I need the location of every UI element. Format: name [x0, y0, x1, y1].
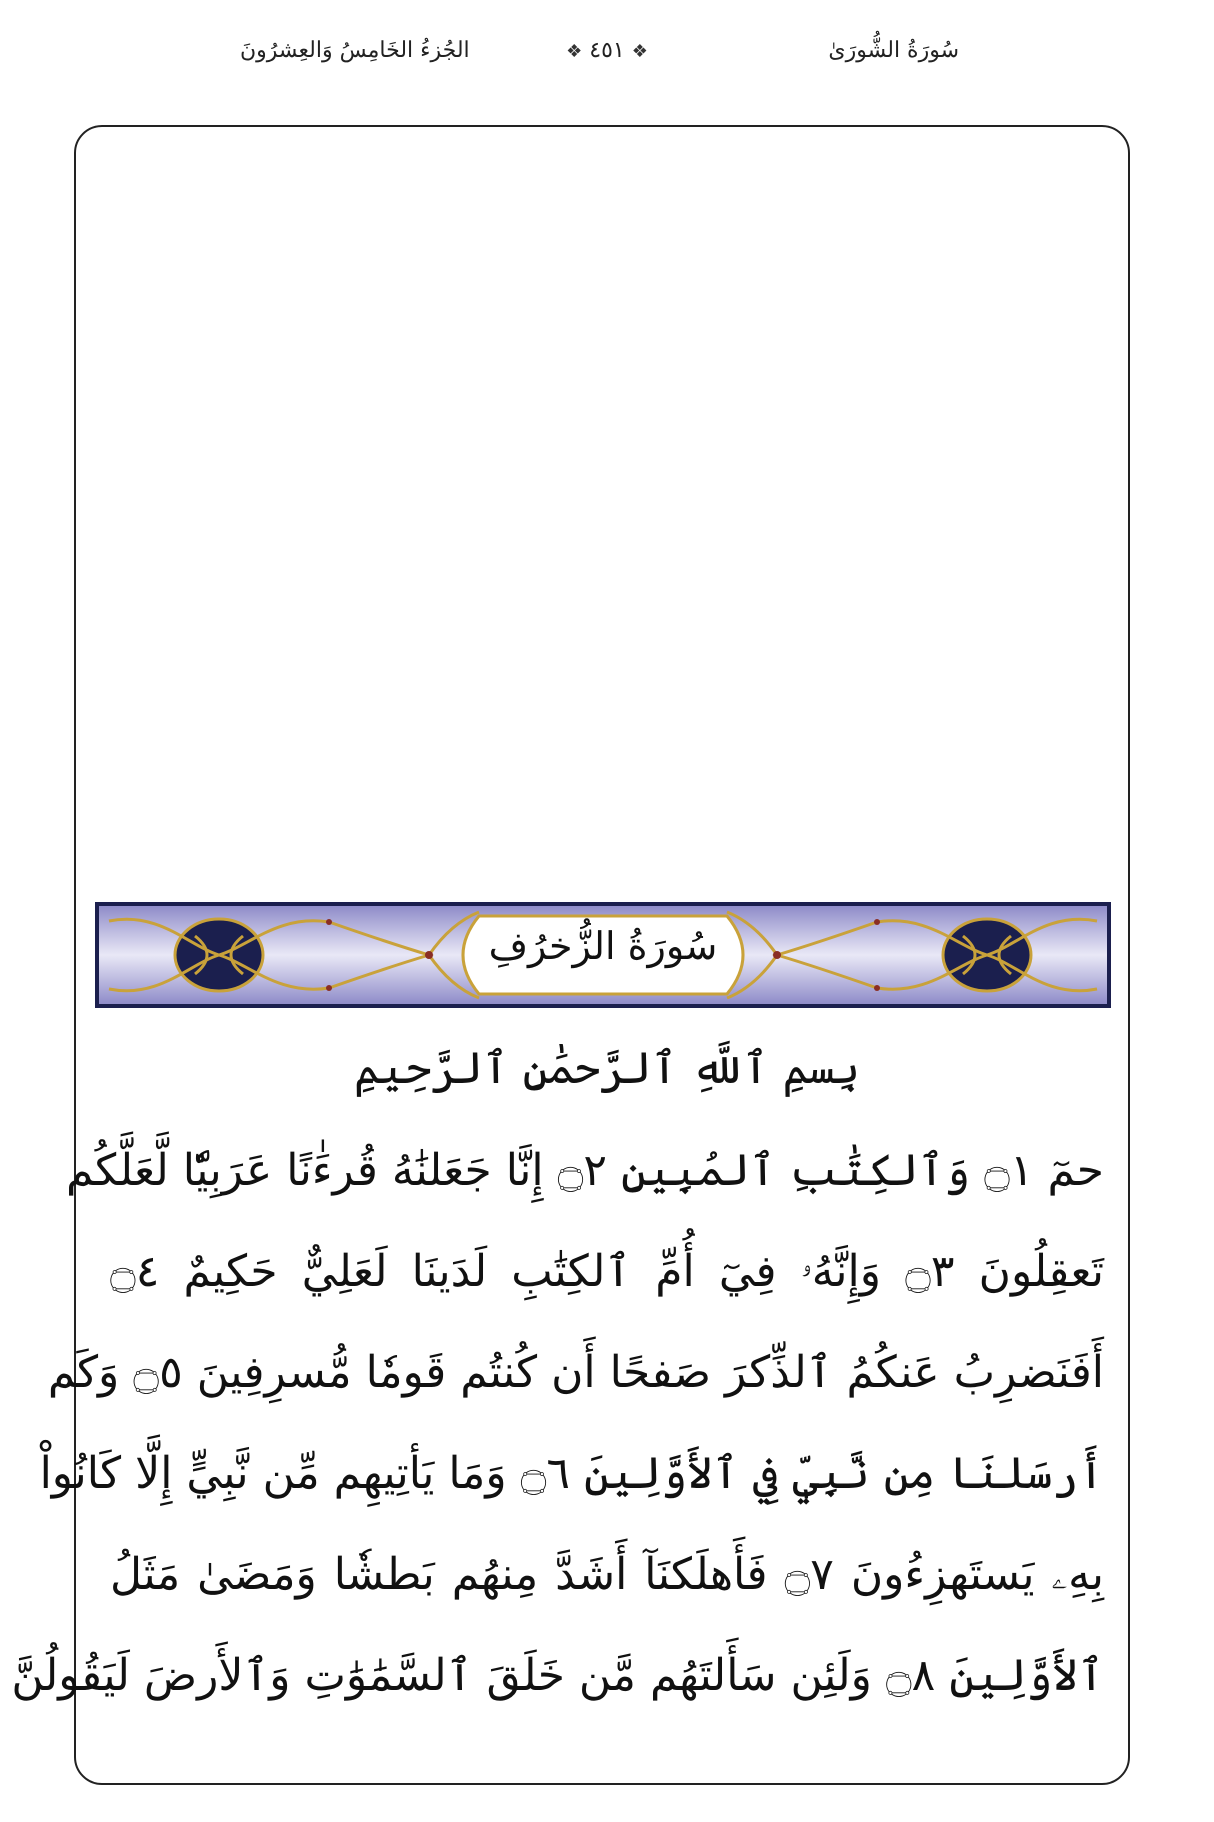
verses-block — [11, 1120, 1104, 1726]
page-number: ٤٥١ — [589, 38, 625, 63]
header-page-number-group — [0, 38, 1214, 88]
verse-line: أَفَنَضرِبُ عَنكُمُ ٱلذِّكرَ صَفحًا أَن كُنتُم قَومٗا مُّسرِفِينَ ۝٥ وَكَم — [47, 1347, 1104, 1398]
verse-line: ٱلأَوَّلِينَ ۝٨ وَلَئِن سَأَلتَهُم مَّن خَلَقَ ٱلسَّمَٰوَٰتِ وَٱلأَرضَ لَيَقُولُنَّ — [11, 1650, 1104, 1701]
surah-banner-inner — [99, 906, 1107, 1004]
verse-line: أَرسَلنَا مِن نَّبِيّٖ فِي ٱلأَوَّلِينَ ۝٦ وَمَا يَأتِيهِم مِّن نَّبِيٍّ إِلَّا كَانُواْ — [39, 1448, 1104, 1499]
basmala: بِسمِ ٱللَّهِ ٱلرَّحمَٰنِ ٱلرَّحِيمِ — [353, 1043, 861, 1094]
surah-banner — [95, 902, 1111, 1008]
verse-line: حمٓ ۝١ وَٱلكِتَٰبِ ٱلمُبِينِ ۝٢ إِنَّا جَعَلنَٰهُ قُرءَٰنًا عَرَبِيّٗا لَّعَلَّكُم — [66, 1145, 1104, 1196]
header-surah-name: سُورَةُ الشُّورَىٰ — [828, 38, 959, 63]
header-juz-name: الجُزءُ الخَامِسُ وَالعِشرُونَ — [240, 38, 470, 63]
verse-line: تَعقِلُونَ ۝٣ وَإِنَّهُۥ فِيٓ أُمِّ ٱلكِتَٰبِ لَدَينَا لَعَلِيٌّ حَكِيمٌ ۝٤ — [110, 1246, 1104, 1297]
surah-title: سُورَةُ الزُّخرُفِ — [488, 924, 718, 968]
verse-line: بِهِۦ يَستَهزِءُونَ ۝٧ فَأَهلَكنَآ أَشَدَّ مِنهُم بَطشٗا وَمَضَىٰ مَثَلُ — [110, 1549, 1104, 1600]
ornament-icon: ❖ — [631, 41, 648, 62]
ornament-icon: ❖ — [566, 41, 583, 62]
